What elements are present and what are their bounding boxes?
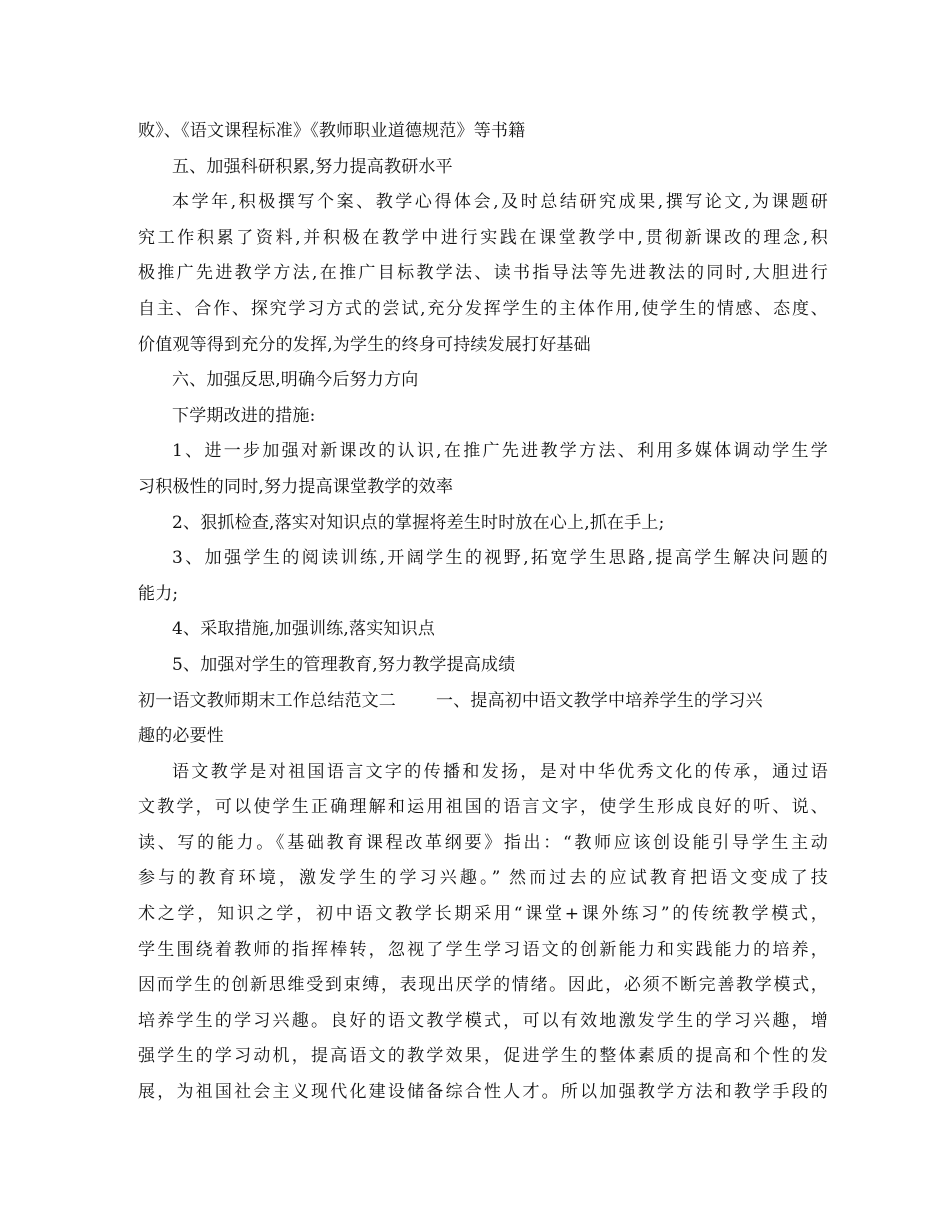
text-line: 自主、合作、探究学习方式的尝试,充分发挥学生的主体作用,使学生的情感、态度、 <box>138 298 828 319</box>
text-line: 参与的教育环境，激发学生的学习兴趣。” 然而过去的应试教育把语文变成了技 <box>138 868 828 889</box>
text-line: 究工作积累了资料,并积极在教学中进行实践在课堂教学中,贯彻新课改的理念,积 <box>138 227 828 248</box>
text-line: 趣的必要性 <box>138 726 224 747</box>
text-line: 语文教学是对祖国语言文字的传播和发扬，是对中华优秀文化的传承，通过语 <box>172 761 828 782</box>
article-title: 初一语文教师期末工作总结范文二 <box>138 690 396 711</box>
list-item: 3、加强学生的阅读训练,开阔学生的视野,拓宽学生思路,提高学生解决问题的 <box>172 548 828 569</box>
text-line: 文教学，可以使学生正确理解和运用祖国的语言文字，使学生形成良好的听、说、 <box>138 797 828 818</box>
list-item: 5、加强对学生的管理教育,努力教学提高成绩 <box>172 654 516 675</box>
section-heading-1: 一、提高初中语文教学中培养学生的学习兴 <box>436 690 763 711</box>
list-item: 4、采取措施,加强训练,落实知识点 <box>172 619 436 640</box>
section-heading-5: 五、加强科研积累,努力提高教研水平 <box>172 156 453 177</box>
text-line: 下学期改进的措施: <box>172 405 316 426</box>
text-line: 能力; <box>138 583 179 604</box>
list-item: 2、狠抓检查,落实对知识点的掌握将差生时时放在心上,抓在手上; <box>172 512 665 533</box>
text-line: 败》、《语文课程标准》《教师职业道德规范》等书籍 <box>138 121 526 141</box>
text-line: 术之学，知识之学，初中语文教学长期采用“课堂+课外练习”的传统教学模式， <box>138 904 828 925</box>
text-line: 因而学生的创新思维受到束缚，表现出厌学的情绪。因此，必须不断完善教学模式， <box>138 975 828 996</box>
text-line: 价值观等得到充分的发挥,为学生的终身可持续发展打好基础 <box>138 334 591 355</box>
text-line: 学生围绕着教师的指挥棒转，忽视了学生学习语文的创新能力和实践能力的培养， <box>138 939 828 960</box>
list-item: 1、进一步加强对新课改的认识,在推广先进教学方法、利用多媒体调动学生学 <box>172 441 828 462</box>
text-line: 读、写的能力。《基础教育课程改革纲要》指出：“教师应该创设能引导学生主动 <box>138 832 828 853</box>
article-title-line <box>138 684 828 720</box>
text-line: 习积极性的同时,努力提高课堂教学的效率 <box>138 476 454 497</box>
section-heading-6: 六、加强反思,明确今后努力方向 <box>172 370 419 391</box>
text-line: 极推广先进教学方法,在推广目标教学法、读书指导法等先进教法的同时,大胆进行 <box>138 263 828 284</box>
text-line: 培养学生的学习兴趣。良好的语文教学模式，可以有效地激发学生的学习兴趣，增 <box>138 1010 828 1031</box>
text-line: 强学生的学习动机，提高语文的教学效果，促进学生的整体素质的提高和个性的发 <box>138 1046 828 1067</box>
text-line: 展，为祖国社会主义现代化建设储备综合性人才。所以加强教学方法和教学手段的 <box>138 1082 828 1103</box>
text-line: 本学年,积极撰写个案、教学心得体会,及时总结研究成果,撰写论文,为课题研 <box>172 192 828 213</box>
document-body <box>138 114 828 1111</box>
